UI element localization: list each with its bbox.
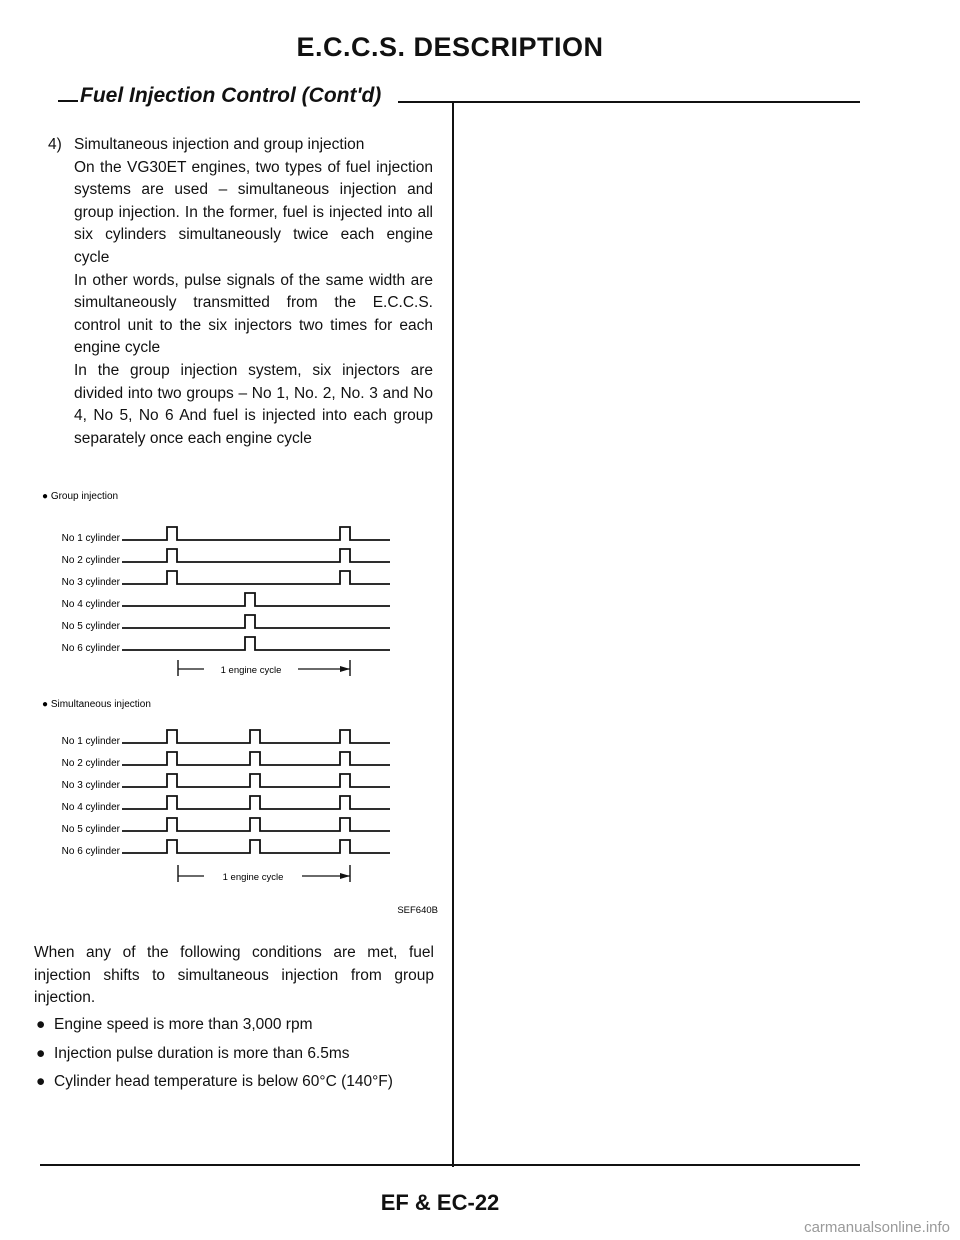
group-row [62,637,390,654]
page-title: E.C.C.S. DESCRIPTION [296,32,604,62]
pulse-waveform [122,549,390,562]
condition-item [34,1071,434,1094]
simultaneous-title: ● Simultaneous injection [42,699,151,710]
simultaneous-row [62,730,390,747]
condition-text: Injection pulse duration is more than 6.5ms [54,1044,350,1062]
engine-cycle-label: 1 engine cycle [222,872,284,883]
pulse-waveform [122,571,390,584]
pulse-waveform [122,527,390,540]
column-divider [452,101,454,1167]
item-paragraph: In the group injection system, six injectors are divided into two groups – No 1, No. 2, No. 3 and No 4, No 5, No 6 And fuel is injected into each group separately once each engine cycle [74,361,433,447]
condition-note [34,942,434,1016]
pulse-waveform [122,730,390,743]
cylinder-label: No 6 cylinder [61,846,120,857]
pulse-waveform [122,593,390,606]
simultaneous-row [62,774,390,791]
cylinder-label: No 2 cylinder [61,555,120,566]
simultaneous-row [62,796,390,813]
item-paragraph: In other words, pulse signals of the same width are simultaneously transmitted from the E.C.C.S. control unit to the six injectors two times for each engine cycle [74,271,433,357]
pulse-waveform [122,752,390,765]
bullet-icon: ● [36,1073,46,1091]
section-title: Fuel Injection Control (Cont'd) [80,84,382,107]
figure-reference: SEF640B [397,905,438,916]
group-row [62,549,390,566]
group-row [62,527,390,544]
simultaneous-cycle-marker [178,865,350,883]
condition-intro: When any of the following conditions are met, fuel injection shifts to simultaneous injection from group injection. [34,944,434,1007]
cylinder-label: No 3 cylinder [61,577,120,588]
cylinder-label: No 2 cylinder [61,758,120,769]
cylinder-label: No 4 cylinder [61,802,120,813]
pulse-waveform [122,774,390,787]
bullet-icon: ● [36,1016,46,1033]
cylinder-label: No 1 cylinder [61,533,120,544]
item-paragraph: On the VG30ET engines, two types of fuel injection systems are used – simultaneous injection and group injection. In the former, fuel is injected into all six cylinders simultaneously twice each engine cycle [74,158,433,266]
pulse-waveform [122,637,390,650]
item-body [74,134,433,450]
group-row [62,571,390,588]
cylinder-label: No 1 cylinder [61,736,120,747]
condition-item [34,1043,434,1066]
page-number: EF & EC-22 [380,1190,500,1215]
group-rows [62,527,390,654]
cylinder-label: No 4 cylinder [61,599,120,610]
section-rule-left [58,100,78,102]
item-number: 4) [48,136,62,153]
injection-timing-diagram [40,480,440,920]
group-title: ● Group injection [42,491,119,502]
group-row [62,593,390,610]
simultaneous-row [62,818,390,835]
bullet-icon: ● [36,1044,46,1062]
section-rule-right [398,101,860,103]
cylinder-label: No 3 cylinder [61,780,120,791]
simultaneous-row [62,752,390,769]
cylinder-label: No 5 cylinder [61,824,120,835]
pulse-waveform [122,818,390,831]
watermark: carmanualsonline.info [804,1219,950,1236]
item-paragraph: Simultaneous injection and group injection [74,136,365,153]
group-cycle-marker [178,660,350,676]
pulse-waveform [122,840,390,853]
pulse-waveform [122,615,390,628]
engine-cycle-label: 1 engine cycle [220,665,282,676]
item-4 [48,134,433,450]
simultaneous-rows [62,730,390,857]
group-row [62,615,390,632]
condition-text: Engine speed is more than 3,000 rpm [54,1016,313,1033]
pulse-waveform [122,796,390,809]
condition-text: Cylinder head temperature is below 60°C (140°F) [54,1073,393,1091]
condition-item [34,1014,434,1037]
cylinder-label: No 5 cylinder [61,621,120,632]
bottom-rule [40,1164,860,1166]
cylinder-label: No 6 cylinder [61,643,120,654]
condition-list [34,1014,434,1100]
simultaneous-row [62,840,390,857]
